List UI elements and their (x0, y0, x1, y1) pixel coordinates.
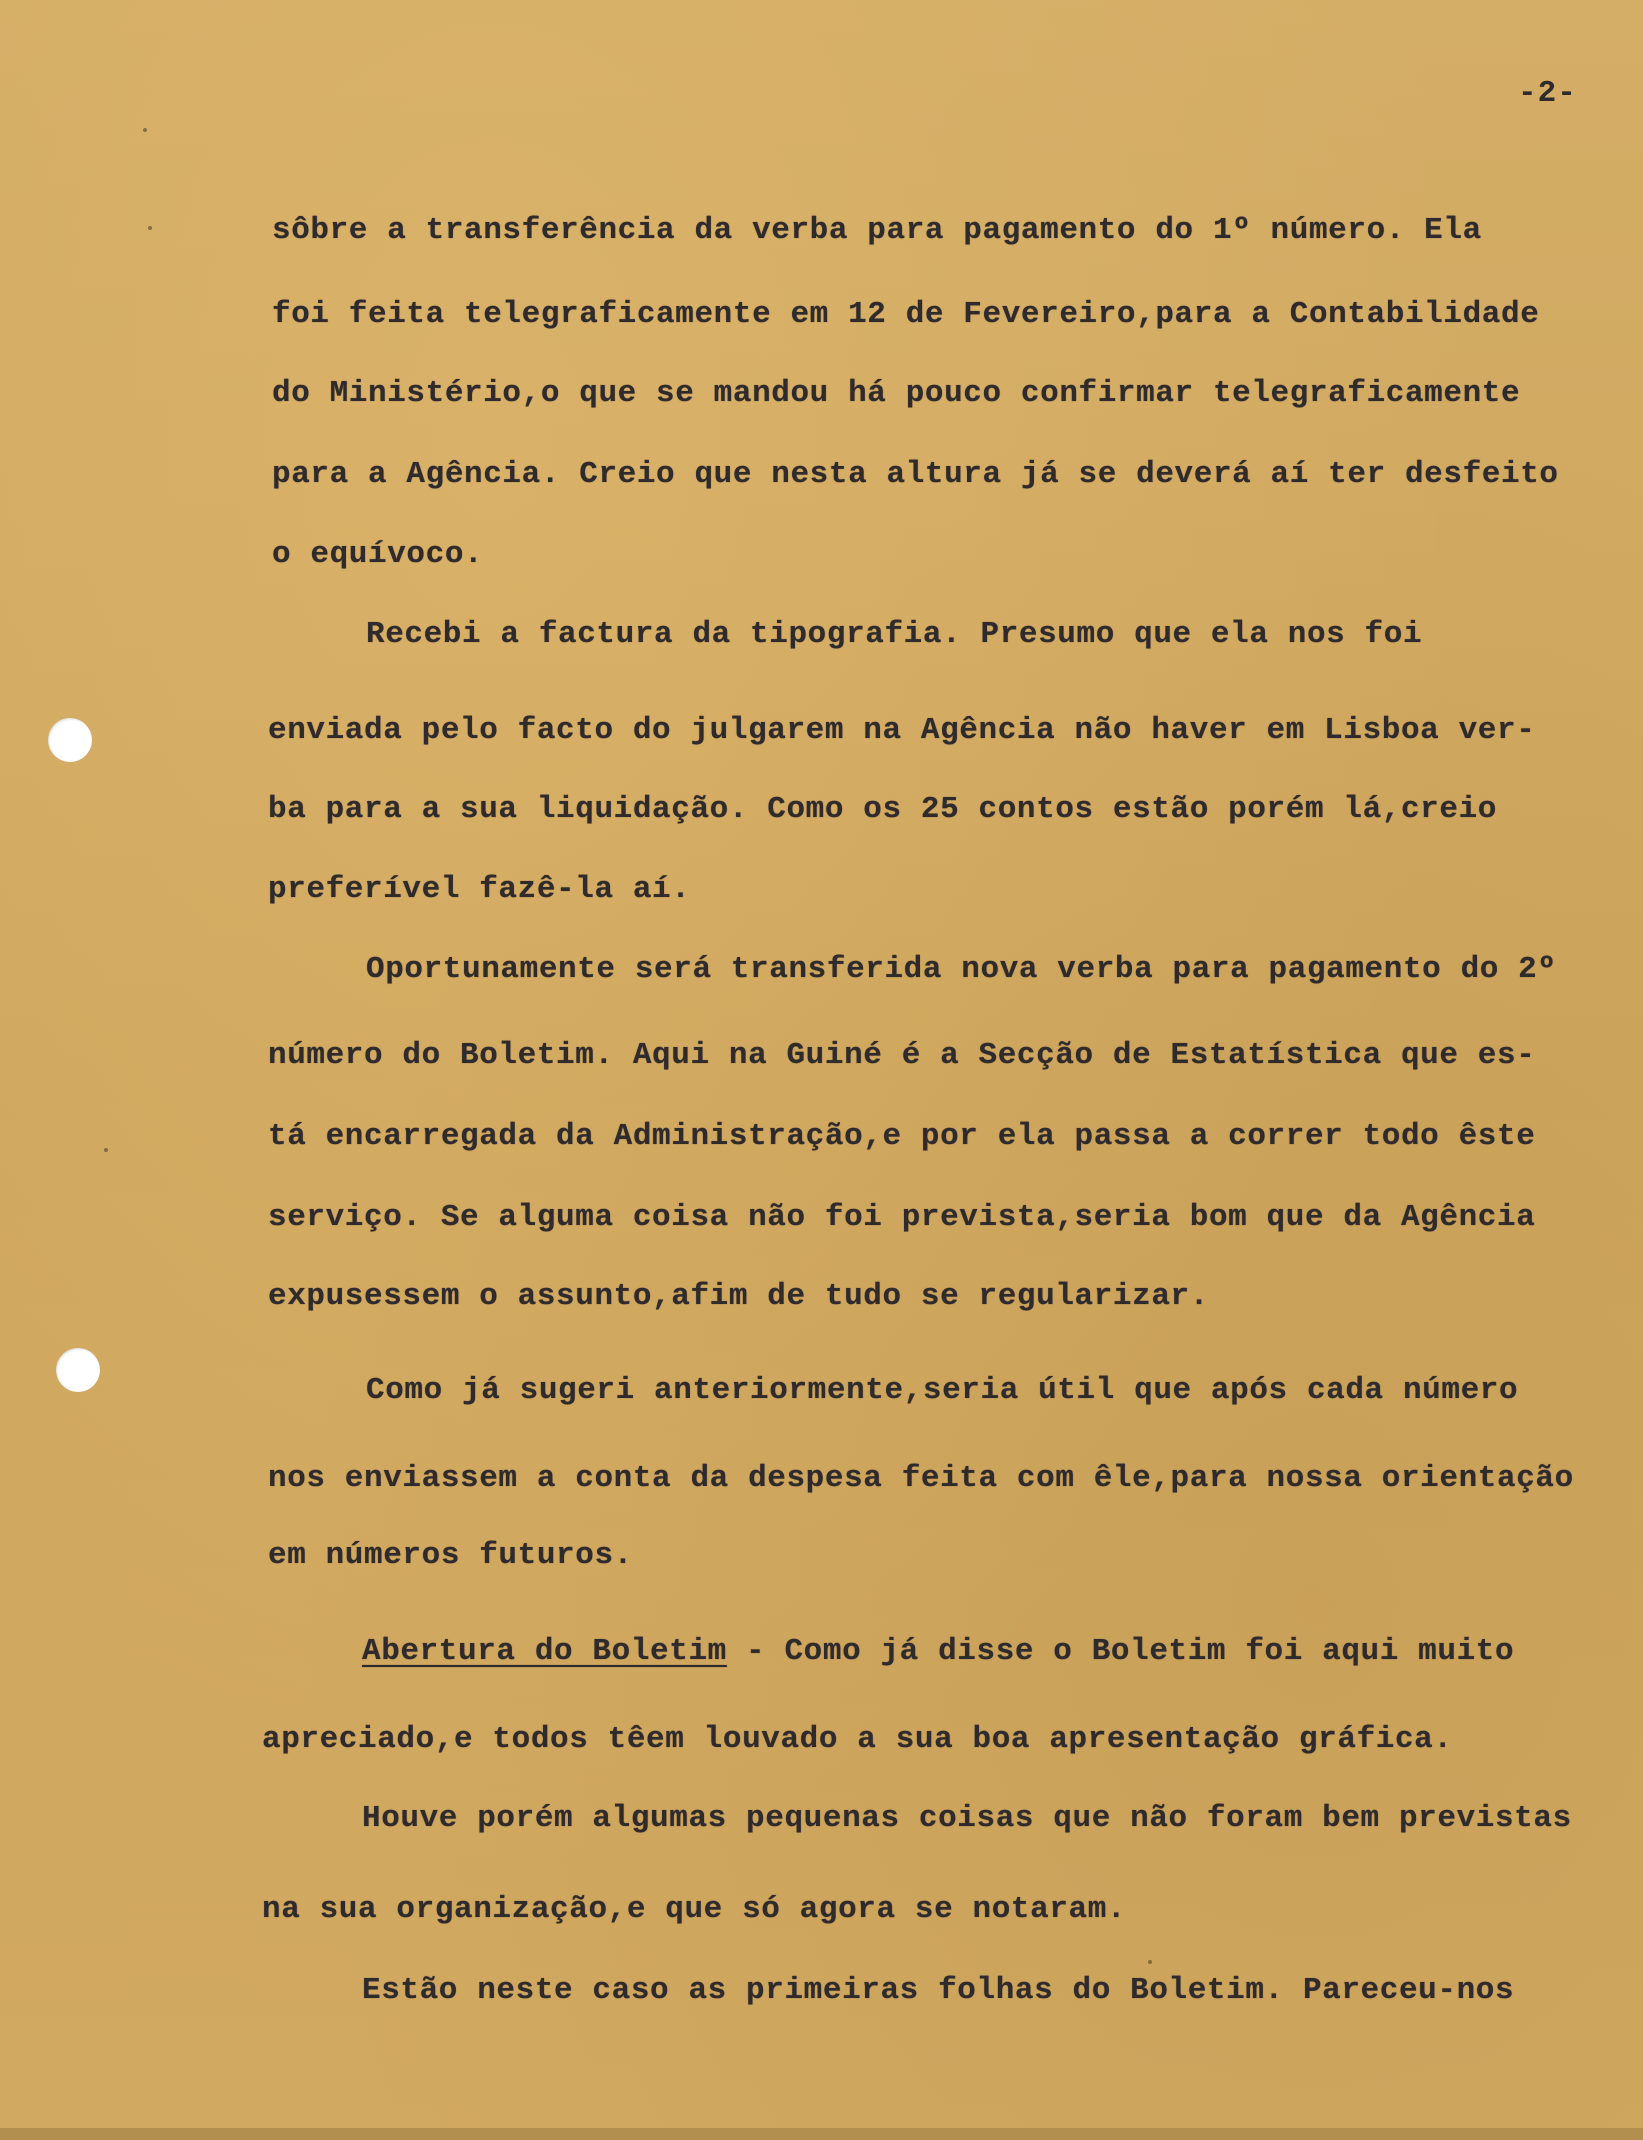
text-line: expusessem o assunto,afim de tudo se regularizar. (268, 1279, 1209, 1314)
text-line: número do Boletim. Aqui na Guiné é a Secção de Estatística que es- (268, 1038, 1536, 1073)
text-segment: - Como já disse o Boletim foi aqui muito (726, 1634, 1515, 1669)
paper-speck (1148, 1960, 1152, 1964)
text-line: na sua organização,e que só agora se notaram. (262, 1892, 1127, 1927)
paper-speck (104, 1148, 108, 1152)
text-line: serviço. Se alguma coisa não foi prevista,seria bom que da Agência (268, 1200, 1536, 1235)
punch-hole (48, 718, 92, 762)
text-line: Estão neste caso as primeiras folhas do Boletim. Pareceu-nos (362, 1973, 1515, 2008)
text-line: nos enviassem a conta da despesa feita com êle,para nossa orientação (268, 1461, 1574, 1496)
text-line: do Ministério,o que se mandou há pouco confirmar telegraficamente (272, 376, 1521, 411)
page-bottom-edge (0, 2128, 1643, 2140)
section-heading: Abertura do Boletim (362, 1634, 727, 1669)
punch-hole (56, 1348, 100, 1392)
text-line: tá encarregada da Administração,e por ela passa a correr todo êste (268, 1119, 1536, 1154)
text-line: o equívoco. (272, 537, 484, 572)
text-line: enviada pelo facto do julgarem na Agência não haver em Lisboa ver- (268, 713, 1536, 748)
text-line: Como já sugeri anteriormente,seria útil que após cada número (366, 1373, 1519, 1408)
paper-speck (148, 226, 152, 230)
text-line: sôbre a transferência da verba para pagamento do 1º número. Ela (272, 213, 1482, 248)
page-number: -2- (1518, 76, 1577, 111)
text-line: Oportunamente será transferida nova verba para pagamento do 2º (366, 952, 1557, 987)
text-line: preferível fazê-la aí. (268, 872, 691, 907)
text-line: em números futuros. (268, 1538, 633, 1573)
text-line: apreciado,e todos têem louvado a sua boa apresentação gráfica. (262, 1722, 1453, 1757)
text-line: ba para a sua liquidação. Como os 25 contos estão porém lá,creio (268, 792, 1497, 827)
text-line: Recebi a factura da tipografia. Presumo que ela nos foi (366, 617, 1423, 652)
text-line: foi feita telegraficamente em 12 de Fevereiro,para a Contabilidade (272, 297, 1540, 332)
text-line: Houve porém algumas pequenas coisas que não foram bem previstas (362, 1801, 1572, 1836)
paper-speck (143, 128, 147, 132)
text-line: para a Agência. Creio que nesta altura já se deverá aí ter desfeito (272, 457, 1559, 492)
section-heading-line (362, 1632, 1514, 1672)
